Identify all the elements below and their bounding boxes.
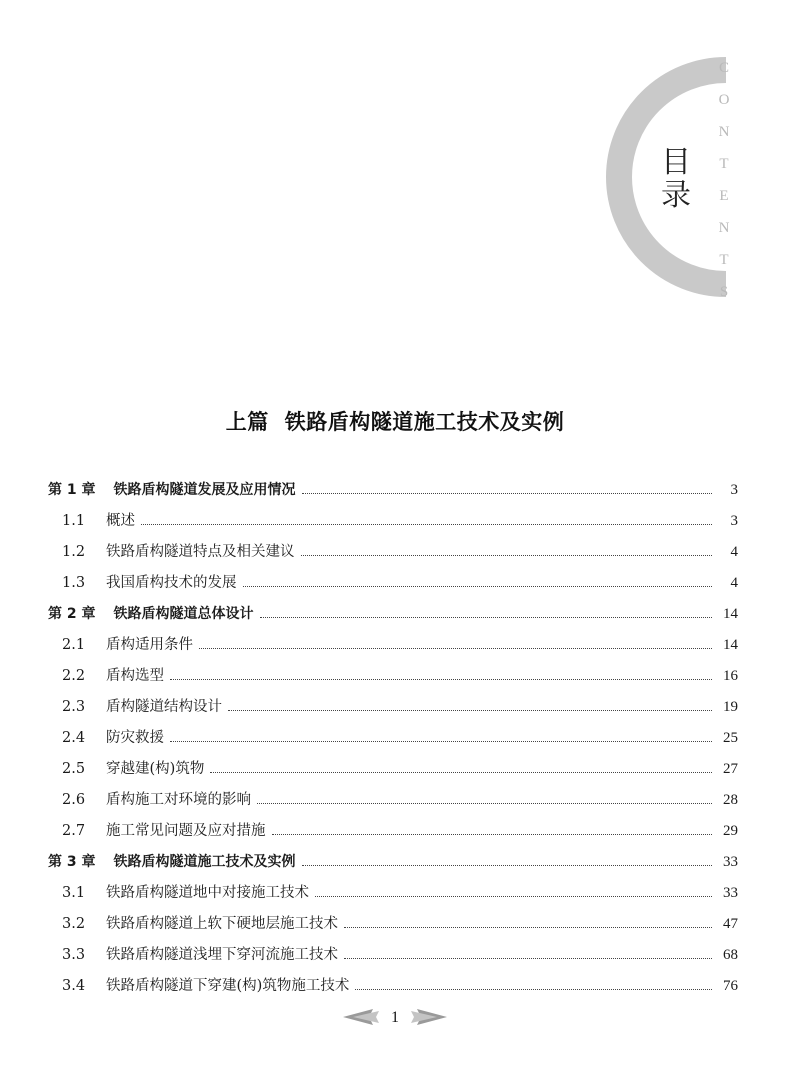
toc-leader-dots: [272, 833, 713, 835]
toc-entry-title: 铁路盾构隧道地中对接施工技术: [106, 885, 309, 901]
toc-entry-number: 1.3: [62, 575, 86, 591]
toc-entry-page: 47: [723, 916, 738, 932]
toc-entry-page: 25: [723, 730, 738, 746]
toc-leader-dots: [355, 988, 712, 990]
toc-entry-number: 第 3 章: [48, 854, 96, 870]
contents-letter: O: [718, 92, 730, 108]
toc-leader-dots: [344, 957, 712, 959]
part-title-text: 铁路盾构隧道施工技术及实例: [284, 410, 565, 434]
toc-leader-dots: [170, 678, 712, 680]
toc-heading-char: 录: [661, 178, 691, 213]
toc-entry-number: 2.2: [62, 668, 86, 684]
toc-section-entry[interactable]: [48, 630, 738, 661]
toc-entry-number: 2.4: [62, 730, 86, 746]
toc-entry-title: 施工常见问题及应对措施: [106, 823, 266, 839]
toc-entry-title: 穿越建(构)筑物: [106, 761, 205, 777]
toc-leader-dots: [243, 585, 713, 587]
toc-section-entry[interactable]: [48, 754, 738, 785]
toc-entry-title: 铁路盾构隧道特点及相关建议: [106, 544, 295, 560]
toc-entry-page: 4: [730, 575, 738, 591]
toc-entry-page: 76: [723, 978, 738, 994]
toc-entry-title: 概述: [106, 513, 135, 529]
contents-letter: N: [718, 220, 730, 236]
toc-leader-dots: [210, 771, 712, 773]
toc-leader-dots: [170, 740, 712, 742]
toc-entry-title: 盾构选型: [106, 668, 164, 684]
toc-entry-number: 2.3: [62, 699, 86, 715]
toc-entry-page: 29: [723, 823, 738, 839]
contents-vertical-word: [712, 52, 736, 308]
toc-section-entry[interactable]: [48, 785, 738, 816]
toc-section-entry[interactable]: [48, 940, 738, 971]
toc-leader-dots: [315, 895, 712, 897]
toc-heading-char: 目: [661, 145, 691, 180]
page-number: 1: [391, 1009, 399, 1026]
toc-leader-dots: [228, 709, 712, 711]
toc-leader-dots: [302, 492, 713, 494]
toc-leader-dots: [257, 802, 712, 804]
contents-letter: C: [718, 60, 729, 76]
toc-section-entry[interactable]: [48, 506, 738, 537]
toc-entry-number: 2.5: [62, 761, 86, 777]
toc-chapter-entry[interactable]: [48, 847, 738, 878]
toc-entry-title: 盾构适用条件: [106, 637, 193, 653]
toc-section-entry[interactable]: [48, 537, 738, 568]
toc-entry-number: 3.3: [62, 947, 86, 963]
toc-entry-page: 33: [723, 854, 738, 870]
part-title: [0, 406, 790, 436]
toc-entry-page: 3: [730, 513, 738, 529]
toc-entry-number: 3.1: [62, 885, 86, 901]
toc-entry-page: 4: [730, 544, 738, 560]
toc-entry-number: 3.4: [62, 978, 86, 994]
toc-entry-number: 3.2: [62, 916, 86, 932]
toc-entry-page: 28: [723, 792, 738, 808]
toc-section-entry[interactable]: [48, 723, 738, 754]
toc-entry-title: 铁路盾构隧道浅埋下穿河流施工技术: [106, 947, 338, 963]
contents-letter: E: [719, 188, 729, 204]
toc-section-entry[interactable]: [48, 816, 738, 847]
toc-entry-number: 2.6: [62, 792, 86, 808]
toc-leader-dots: [344, 926, 712, 928]
toc-entry-title: 盾构施工对环境的影响: [106, 792, 251, 808]
toc-entry-number: 第 1 章: [48, 482, 96, 498]
toc-entry-page: 19: [723, 699, 738, 715]
toc-entry-title: 防灾救援: [106, 730, 164, 746]
contents-letter: T: [719, 156, 729, 172]
toc-section-entry[interactable]: [48, 568, 738, 599]
toc-entry-title: 盾构隧道结构设计: [106, 699, 222, 715]
toc-entry-title: 铁路盾构隧道发展及应用情况: [113, 482, 296, 498]
toc-leader-dots: [301, 554, 713, 556]
contents-letter: N: [718, 124, 730, 140]
toc-chapter-entry[interactable]: [48, 475, 738, 506]
toc-leader-dots: [141, 523, 712, 525]
toc-section-entry[interactable]: [48, 692, 738, 723]
toc-section-entry[interactable]: [48, 661, 738, 692]
toc-leader-dots: [260, 616, 713, 618]
toc-entry-number: 第 2 章: [48, 606, 96, 622]
table-of-contents: [48, 475, 738, 1002]
toc-entry-title: 铁路盾构隧道施工技术及实例: [113, 854, 296, 870]
toc-entry-page: 14: [723, 637, 738, 653]
toc-entry-page: 27: [723, 761, 738, 777]
toc-entry-title: 我国盾构技术的发展: [106, 575, 237, 591]
toc-entry-title: 铁路盾构隧道总体设计: [113, 606, 254, 622]
toc-entry-number: 1.2: [62, 544, 86, 560]
contents-letter: T: [719, 252, 729, 268]
toc-section-entry[interactable]: [48, 909, 738, 940]
toc-section-entry[interactable]: [48, 971, 738, 1002]
contents-letter: S: [719, 284, 729, 300]
toc-entry-page: 14: [723, 606, 738, 622]
toc-leader-dots: [302, 864, 713, 866]
toc-entry-number: 2.7: [62, 823, 86, 839]
part-label: 上篇: [225, 410, 269, 434]
toc-entry-title: 铁路盾构隧道上软下硬地层施工技术: [106, 916, 338, 932]
toc-leader-dots: [199, 647, 712, 649]
toc-entry-page: 33: [723, 885, 738, 901]
toc-entry-page: 16: [723, 668, 738, 684]
toc-entry-number: 2.1: [62, 637, 86, 653]
toc-section-entry[interactable]: [48, 878, 738, 909]
toc-entry-page: 3: [730, 482, 738, 498]
toc-entry-page: 68: [723, 947, 738, 963]
toc-chapter-entry[interactable]: [48, 599, 738, 630]
toc-entry-number: 1.1: [62, 513, 86, 529]
toc-entry-title: 铁路盾构隧道下穿建(构)筑物施工技术: [106, 978, 350, 994]
toc-heading: [656, 146, 696, 212]
